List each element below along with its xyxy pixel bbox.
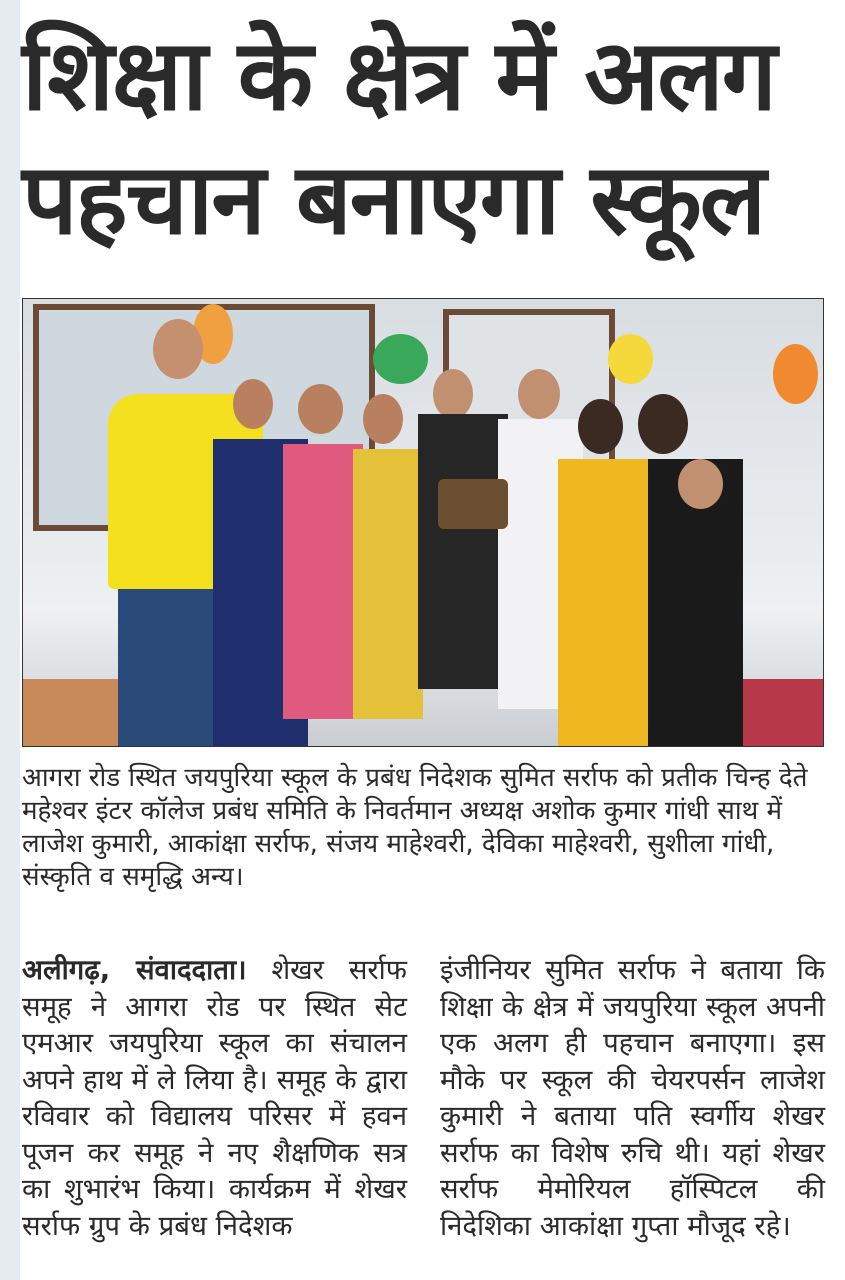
photo-caption: आगरा रोड स्थित जयपुरिया स्कूल के प्रबंध निदेशक सुमित सर्राफ को प्रतीक चिन्ह देते महेश्वर इंटर कॉलेज प्रबंध समिति के निवर्तमान अध्यक्ष अशोक कुमार गांधी साथ में लाजेश कुमारी, आकांक्षा सर्राफ, संजय माहेश्वरी, देविका माहेश्वरी, सुशीला गांधी, संस्कृति व समृद्धि अन्य। (22, 763, 808, 892)
article-column-2: इंजीनियर सुमित सर्राफ ने बताया कि शिक्षा के क्षेत्र में जयपुरिया स्कूल अपनी एक अलग ही पहचान बनाएगा। इस मौके पर स्कूल की चेयरपर्सन लाजेश कुमारी ने बताया पति स्वर्गीय शेखर सर्राफ का विशेष रुचि थी। यहां शेखर सर्राफ मेमोरियल हॉस्पिटल की निदेशिका आकांक्षा गुप्ता मौजूद रहे। (440, 954, 825, 1242)
article-column-1-text: शेखर सर्राफ समूह ने आगरा रोड पर स्थित सेट एमआर जयपुरिया स्कूल का संचालन अपने हाथ में ले लिया है। समूह के द्वारा रविवार को विद्यालय परिसर में हवन पूजन कर समूह ने नए शैक्षणिक सत्र का शुभारंभ किया। कार्यक्रम में शेखर सर्राफ ग्रुप के प्रबंध निदेशक (22, 954, 407, 1242)
article-column-1 (22, 952, 407, 1244)
headline-line-2: पहचान बनाएगा स्कूल (22, 143, 765, 257)
headline (22, 14, 842, 262)
dateline: अलीगढ़, संवाददाता। (22, 954, 247, 986)
page-edge-strip (0, 0, 20, 1280)
news-photo (22, 298, 824, 747)
headline-line-1: शिक्षा के क्षेत्र में अलग (22, 19, 775, 133)
